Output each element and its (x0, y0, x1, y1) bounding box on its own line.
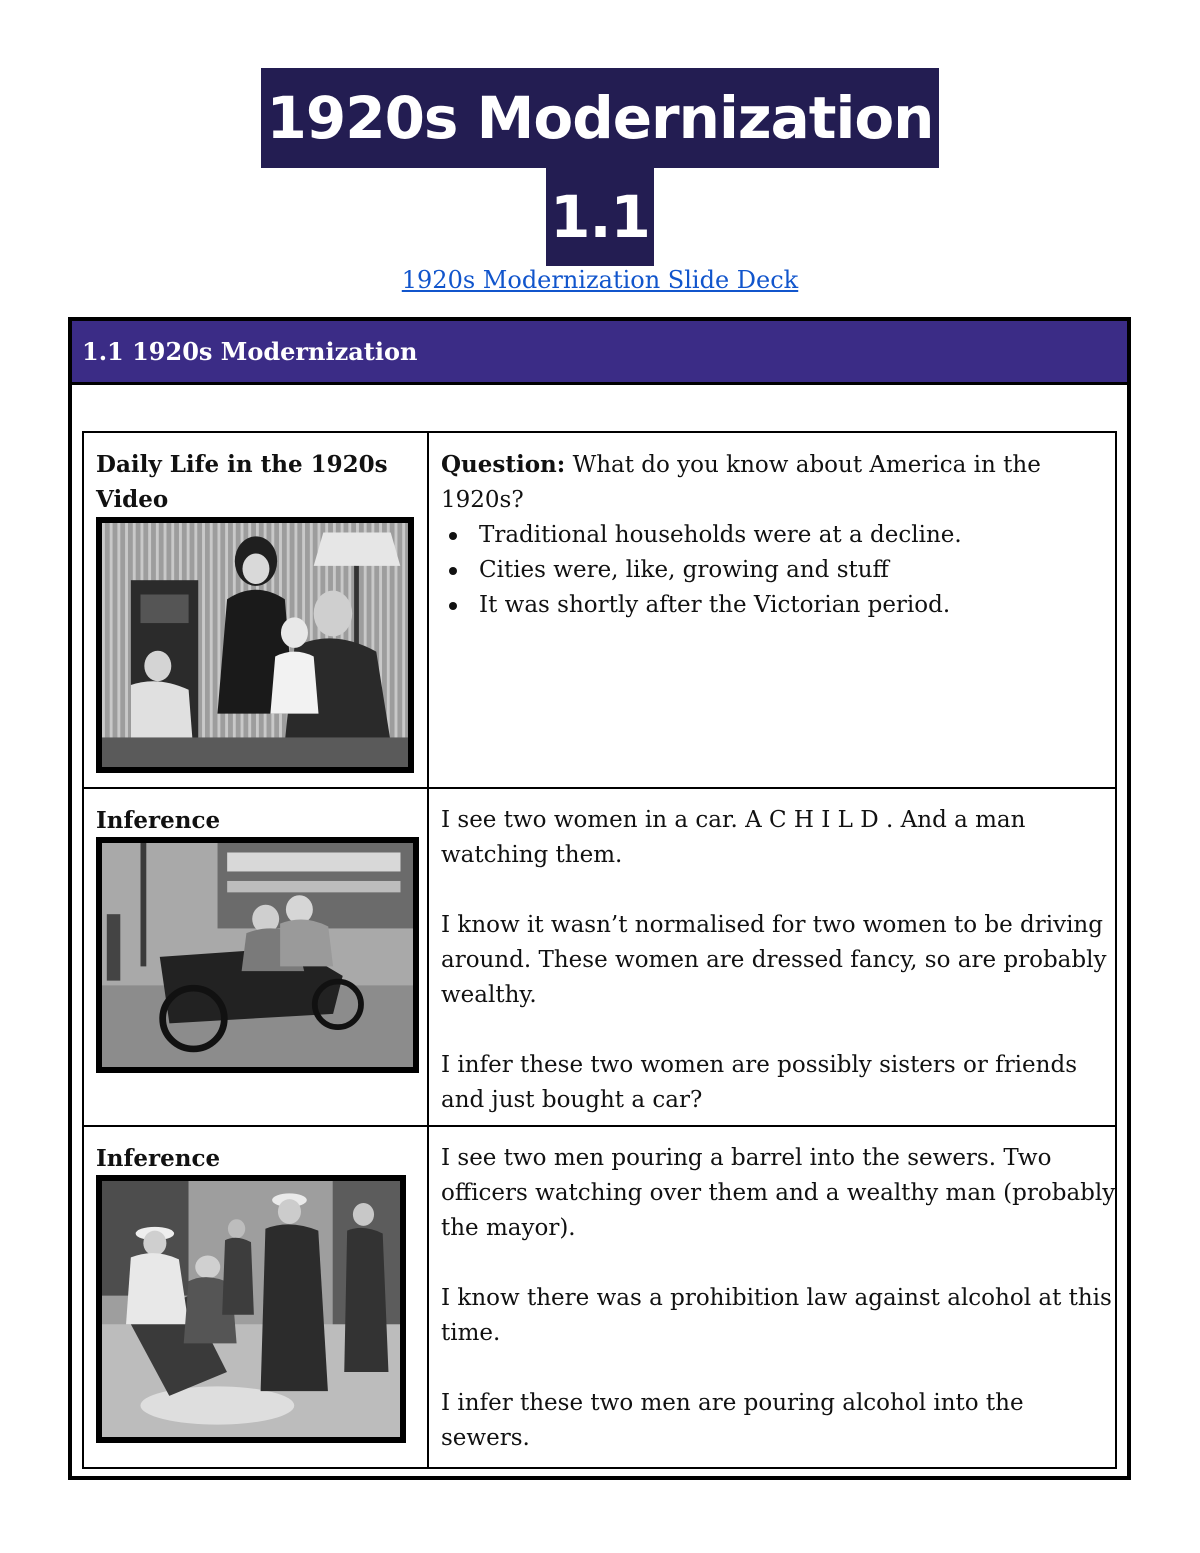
title-line-1: 1920s Modernization (261, 68, 940, 168)
section-header (72, 321, 1127, 385)
title-line-2: 1.1 (546, 168, 654, 266)
inference-paragraph: I infer these two men are pouring alcohol into the sewers. (441, 1390, 1024, 1451)
row-right-cell (441, 803, 1117, 1118)
women-in-car-photo (96, 837, 419, 1073)
observation-paragraph: I see two men pouring a barrel into the sewers. Two officers watching over them and a wealthy man (probably the mayor). (441, 1145, 1116, 1241)
slide-deck-link[interactable]: 1920s Modernization Slide Deck (401, 266, 799, 294)
knowledge-paragraph: I know it wasn’t normalised for two women to be driving around. These women are dressed fancy, so are probably wealthy. (441, 912, 1107, 1008)
row-left-cell (84, 1127, 429, 1467)
row-left-cell (84, 433, 429, 787)
question-paragraph (441, 447, 1117, 518)
knowledge-paragraph: I know there was a prohibition law against alcohol at this time. (441, 1285, 1112, 1346)
list-item: It was shortly after the Victorian period. (479, 588, 1117, 623)
section-title: 1.1 1920s Modernization (82, 337, 418, 366)
question-text: What do you know about America in the 1920s? (441, 452, 1041, 513)
list-item: Cities were, like, growing and stuff (479, 553, 1117, 588)
list-item: Traditional households were at a decline. (479, 518, 1117, 553)
family-radio-photo (96, 517, 414, 773)
row-right-cell (441, 1141, 1117, 1456)
table-row (82, 1127, 1117, 1469)
answer-list (441, 518, 1117, 623)
row-label: Inference (96, 1145, 221, 1172)
document-title (0, 68, 1200, 266)
row-label: Inference (96, 807, 221, 834)
prohibition-barrel-photo (96, 1175, 406, 1443)
row-right-cell (441, 447, 1117, 623)
section-table (68, 317, 1131, 1480)
table-row (82, 789, 1117, 1127)
inference-paragraph: I infer these two women are possibly sisters or friends and just bought a car? (441, 1052, 1077, 1113)
table-row (82, 431, 1117, 789)
row-left-cell (84, 789, 429, 1125)
observation-paragraph: I see two women in a car. A C H I L D . And a man watching them. (441, 807, 1026, 868)
question-label: Question: (441, 451, 566, 478)
row-label: Daily Life in the 1920s Video (96, 451, 388, 513)
